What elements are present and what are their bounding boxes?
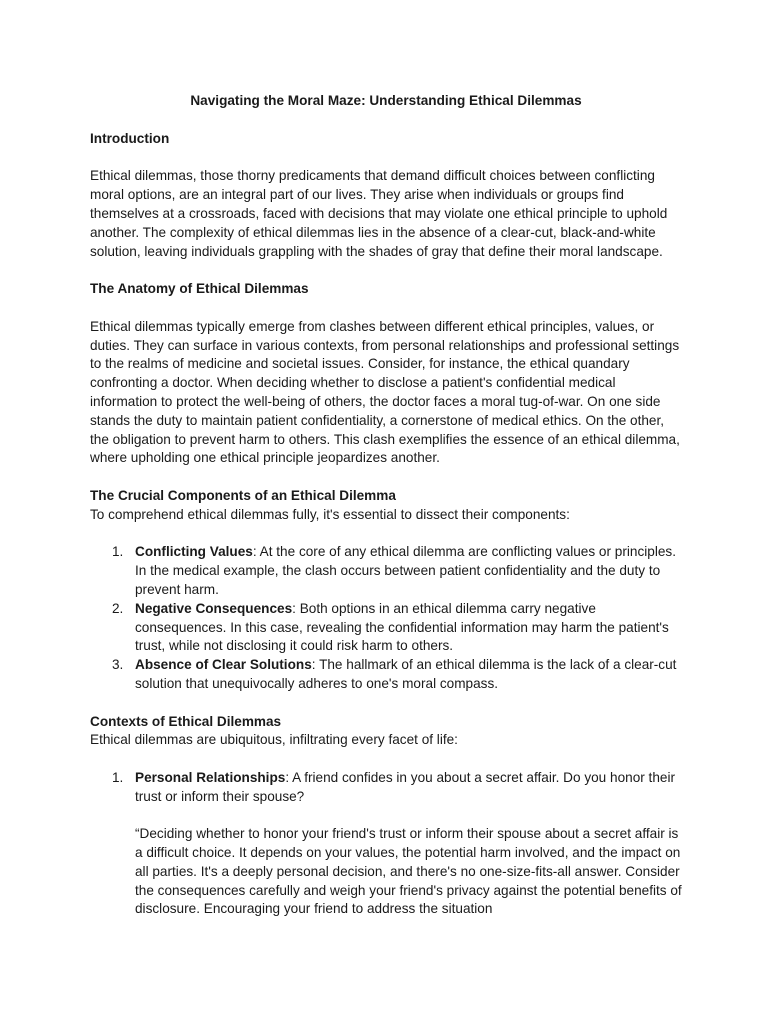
contexts-intro: Ethical dilemmas are ubiquitous, infiltrating every facet of life: [90, 732, 458, 748]
list-item-label: Negative Consequences [135, 600, 293, 616]
quote-paragraph: “Deciding whether to honor your friend's trust or inform their spouse about a secret affair is a difficult choice. It depends on your values, the potential harm involved, and the impact on all parties. It's a deeply personal decision, and there's no one-size-fits-all answer. Consider the consequences carefully and weigh your friend's privacy against the potential benefits of disclosure. Encouraging your friend to address the situation [135, 826, 682, 917]
introduction-heading: Introduction [90, 130, 170, 146]
contexts-list [90, 769, 682, 807]
list-item-label: Conflicting Values [135, 544, 253, 560]
list-item-label: Personal Relationships [135, 769, 286, 785]
anatomy-paragraph: Ethical dilemmas typically emerge from clashes between different ethical principles, values, or duties. They can surface in various contexts, from personal relationships and professional settings to the realms of medicine and societal issues. Consider, for instance, the ethical quandary confronting a doctor. When deciding whether to disclose a patient's confidential medical information to protect the well-being of others, the doctor faces a moral tug-of-war. On one side stands the duty to maintain patient confidentiality, a cornerstone of medical ethics. On the other, the obligation to prevent harm to others. This clash exemplifies the essence of an ethical dilemma, where upholding one ethical principle jeopardizes another. [90, 318, 680, 466]
components-list [90, 543, 682, 693]
contexts-heading: Contexts of Ethical Dilemmas [90, 713, 282, 729]
document-title: Navigating the Moral Maze: Understanding Ethical Dilemmas [190, 93, 582, 108]
list-item-text: : Both options in an ethical dilemma carry negative consequences. In this case, revealing the confidential information may harm the patient's trust, while not disclosing it could risk harm to others. [135, 600, 669, 654]
anatomy-heading: The Anatomy of Ethical Dilemmas [90, 281, 309, 297]
document-content [90, 92, 682, 919]
list-item-label: Absence of Clear Solutions [135, 657, 312, 673]
list-item-number: 3. [112, 657, 124, 673]
list-item [90, 600, 682, 656]
list-item-text: : The hallmark of an ethical dilemma is the lack of a clear-cut solution that unequivocally adheres to one's moral compass. [135, 657, 677, 691]
list-item [90, 769, 682, 807]
components-intro: To comprehend ethical dilemmas fully, it's essential to dissect their components: [90, 506, 570, 522]
introduction-paragraph: Ethical dilemmas, those thorny predicaments that demand difficult choices between conflicting moral options, are an integral part of our lives. They arise when individuals or groups find themselves at a crossroads, faced with decisions that may violate one ethical principle to uphold another. The complexity of ethical dilemmas lies in the absence of a clear-cut, black-and-white solution, leaving individuals grappling with the shades of gray that define their moral landscape. [90, 168, 668, 259]
components-heading: The Crucial Components of an Ethical Dilemma [90, 487, 396, 503]
list-item [90, 543, 682, 599]
list-item-number: 1. [112, 769, 124, 785]
list-item-number: 1. [112, 544, 124, 560]
list-item [90, 656, 682, 694]
list-item-text: : At the core of any ethical dilemma are conflicting values or principles. In the medical example, the clash occurs between patient confidentiality and the duty to prevent harm. [135, 544, 676, 597]
list-item-text: : A friend confides in you about a secret affair. Do you honor their trust or inform their spouse? [135, 769, 676, 804]
list-item-number: 2. [112, 600, 124, 616]
